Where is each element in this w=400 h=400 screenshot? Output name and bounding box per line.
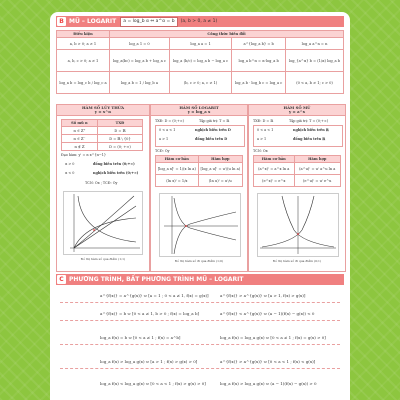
section-c-title: PHƯƠNG TRÌNH, BẤT PHƯƠNG TRÌNH MŨ – LOGARIT <box>69 276 244 283</box>
power-asymptotes: TCN: Ox ; TCĐ: Oy <box>85 181 118 185</box>
exp-formula: y = a^x <box>289 109 305 114</box>
table-header-formulas: Công thức biến đổi <box>110 31 344 38</box>
section-b-formula: a = log_b α ⇔ a^α = b <box>120 17 177 27</box>
log-derivative-table: Hàm cơ bản Hàm hợp [log_a x]' = 1/(x ln a) [log_a u]' = u'/(u ln a) (ln x)' = 1/x (ln u)' = u'/u <box>155 155 243 187</box>
exp-derivative-table: Hàm cơ bản Hàm hợp (a^x)' = a^x ln a (a^u)' = u' a^u ln a (e^x)' = e^x (e^u)' = u' e^u <box>253 155 341 187</box>
formula-sheet <box>50 12 350 400</box>
power-derivative: Đạo hàm: y' = α x^{α−1} <box>61 153 107 157</box>
log-formula: y = log_a x <box>187 109 211 114</box>
power-graph-caption: Đồ thị hàm số qua điểm (1;1) <box>80 257 126 261</box>
formula-row: log_a f(x) = b ⇔ [0 < a ≠ 1 ; f(x) = a^b] log_a f(x) = log_a g(x) ⇔ [0 < a ≠ 1 ; f(x) = g(x) > 0] <box>60 332 340 345</box>
formula-row: log_a f(x) < log_a g(x) ⇔ [0 < a < 1 ; f(x) > g(x) > 0] log_a f(x) > log_a g(x) ⇔ (a − 1)(f(x) − g(x)) > 0 <box>100 381 317 386</box>
log-rules-table <box>56 30 344 94</box>
power-graph <box>63 191 143 255</box>
formula-row: log_a f(x) > log_a g(x) ⇔ [a > 1 ; f(x) > g(x) > 0] a^{f(x)} > a^{g(x)} ⇔ [0 < a < 1 ; f(x) < g(x)] <box>60 356 340 369</box>
formula-row: a^{f(x)} = b ⇔ [0 < a ≠ 1, b > 0 ; f(x) = log_a b] a^{f(x)} < a^{g(x)} ⇔ (a − 1)(f(x) − g(x)) < 0 <box>60 308 340 321</box>
section-c-badge: C <box>57 275 66 284</box>
power-title: HÀM SỐ LŨY THỪA <box>81 104 125 110</box>
table-header-cond: Điều kiện <box>57 31 110 38</box>
table-row: log_a b = log_c b / log_c a log_a b = 1 / log_b a (b, c > 0; a, c ≠ 1) log_a b · log_b c = log_a c (0 < a, b ≠ 1; c > 0) <box>57 72 344 94</box>
section-b-condition: (a, b > 0, a ≠ 1) <box>180 19 218 24</box>
formula-row: a^{f(x)} = a^{g(x)} ⇔ [a = 1 ; 0 < a ≠ 1, f(x) = g(x)] a^{f(x)} > a^{g(x)} ⇔ [a > 1, f(x) > g(x)] <box>60 290 340 303</box>
power-formula: y = x^α <box>94 109 112 114</box>
power-function-panel: HÀM SỐ LŨY THỪA y = x^α Số mũ α TXĐ α ∈ ℤ⁺ D = ℝ α ∈ ℤ⁻ D = ℝ \ {0} α ∉ ℤ D = (0; +∞) Đạo hàm: y' = α x^{α−1} α > 0 đồng biến trên (0;+∞) α < 0 nghịch biến trên (0;+∞) TCN: Ox ; TCĐ: Oy Đồ thị hàm số qua điểm (1;1) <box>56 104 150 272</box>
exp-function-panel: HÀM SỐ MŨ y = a^x TXĐ: D = ℝ Tập giá trị: T = (0;+∞) 0 < a < 1 nghịch biến trên ℝ a > 1 đồng biến trên ℝ TCN: Ox Hàm cơ bản Hàm hợp (a^x)' = a^x ln a (a^u)' = u' a^u ln a (e^x)' = e^x (e^u)' = u' e^u Đồ thị hàm số đi qua điểm (0;1) <box>248 104 346 272</box>
section-b-badge: B <box>57 17 66 26</box>
log-graph <box>159 193 241 257</box>
log-graph-caption: Đồ thị hàm số đi qua điểm (1;0) <box>174 259 224 263</box>
section-b-title: MŨ – LOGARIT <box>69 18 117 25</box>
table-row: a, b, c > 0; a ≠ 1 log_a(bc) = log_a b + log_a c log_a (b/c) = log_a b − log_a c log_a b^α = α·log_a b log_{a^α} b = (1/α) log_a b <box>57 50 344 72</box>
section-c-header <box>56 274 344 285</box>
log-title: HÀM SỐ LOGARIT <box>179 104 219 110</box>
section-b-header <box>56 16 344 27</box>
log-function-panel: HÀM SỐ LOGARIT y = log_a x TXĐ: D = (0;+∞) Tập giá trị: T = ℝ 0 < a < 1 nghịch biến trên D a > 1 đồng biến trên D TCĐ: Oy Hàm cơ bản Hàm hợp [log_a x]' = 1/(x ln a) [log_a u]' = u'/(u ln a) (ln x)' = 1/x (ln u)' = u'/u Đồ thị hàm số đi qua điểm (1;0) <box>150 104 248 272</box>
table-row: a, b > 0; a ≠ 1 log_a 1 = 0 log_a a = 1 a^{log_a b} = b log_a a^n = n <box>57 38 344 50</box>
exp-graph-caption: Đồ thị hàm số đi qua điểm (0;1) <box>272 259 322 263</box>
exp-graph <box>257 193 339 257</box>
power-domain-table: Số mũ α TXĐ α ∈ ℤ⁺ D = ℝ α ∈ ℤ⁻ D = ℝ \ {0} α ∉ ℤ D = (0; +∞) <box>61 119 143 151</box>
exp-title: HÀM SỐ MŨ <box>283 104 311 110</box>
